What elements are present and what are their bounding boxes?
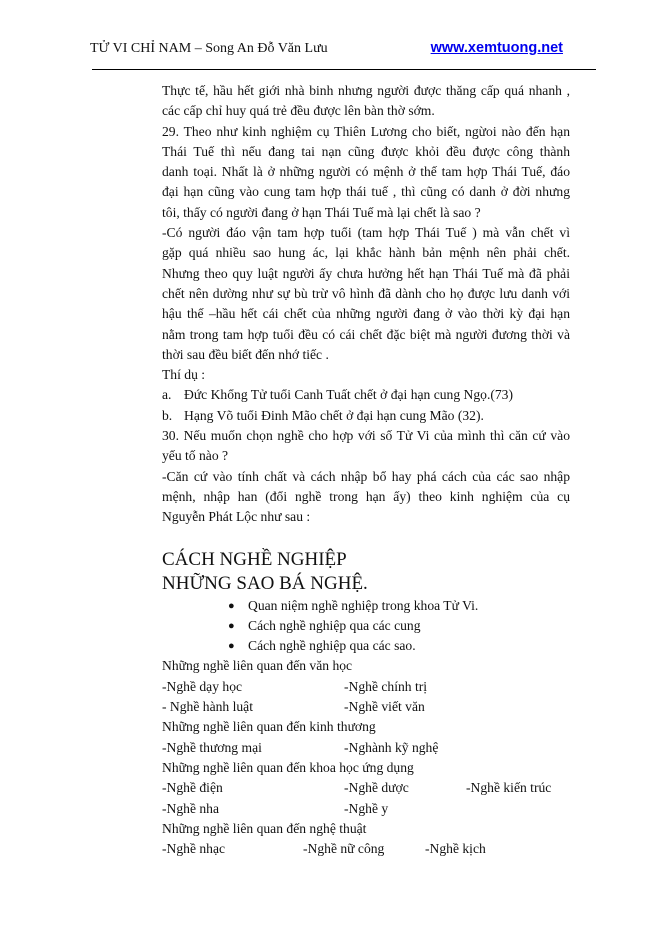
bullet-text: Cách nghề nghiệp qua các sao. [248,638,416,654]
profession-row [162,839,570,859]
bullet-item [162,616,570,636]
section-heading: CÁCH NGHỀ NGHIỆP [162,548,347,570]
text-line: nằm trong tam hợp tuổi đều có cái chết đặc biệt mà người đương thời và [162,326,570,342]
text-line: -Có người đáo vận tam hợp tuổi (tam hợp Thái Tuế ) mà vẫn chết vì [162,225,570,241]
profession-item: -Nghề nữ công [303,841,385,857]
example-item [162,406,570,426]
group-title: Những nghề liên quan đến khoa học ứng dụng [162,759,414,775]
text-line: Thái Tuế thì nếu đang tai nạn cũng được khỏi đều được công thành [162,143,570,159]
bullet-item [162,596,570,616]
text-line: các cấp chỉ huy quá trẻ đều được lên bàn thờ sớm. [162,103,435,119]
group-title: Những nghề liên quan đến văn học [162,658,353,674]
profession-item: -Nghề thương mại [162,739,262,755]
profession-row [162,799,570,819]
text-line: Thực tế, hầu hết giới nhà binh nhưng người được thăng cấp quá nhanh , [162,83,570,98]
text-line: thời sau đều biết đến nhớ tiếc . [162,346,329,362]
bullet-icon: ● [228,599,235,612]
profession-groups [162,656,570,859]
q29-paragraph [162,122,570,223]
profession-row [162,778,570,798]
a30-paragraph [162,467,570,528]
profession-item: -Nghề viết văn [344,699,425,715]
list-marker: a. [162,387,172,403]
profession-item: -Nghề nhạc [162,841,226,857]
bullet-icon: ● [228,619,235,632]
text-line: danh toại. Nhất là ở những người có mệnh ở thế tam hợp Thái Tuế, đáo [162,164,570,180]
profession-row [162,738,570,758]
profession-item: -Nghề kiến trúc [466,780,552,796]
profession-item: -Nghề điện [162,780,223,796]
bullet-icon: ● [228,640,235,653]
text-line: 29. Theo như kinh nghiệm cụ Thiên Lương cho biết, ngừoi nào đến hạn [162,123,570,139]
text-line: yếu tố nào ? [162,448,229,464]
text-line: chết nên dường như sự bù trừ vô hình đã dành cho họ được lưu danh với [162,285,570,301]
examples-label: Thí dụ : [162,367,206,383]
a29-paragraph [162,223,570,365]
text-line: Nguyễn Phát Lộc như sau : [162,509,311,525]
section-subheading: NHỮNG SAO BÁ NGHỆ. [162,572,368,594]
example-text: Hạng Võ tuổi Đinh Mão chết ở đại hạn cung Mão (32). [184,407,484,423]
profession-row [162,677,570,697]
bullet-text: Quan niệm nghề nghiệp trong khoa Tử Vi. [248,597,479,613]
profession-item: -Nghề chính trị [344,678,428,694]
text-line: gặp quá nhiều sao hung ác, lại khắc hành bản mệnh nên phải chết. [162,245,570,261]
text-line: mệnh, nhập han (đổi nghề trong hạn ấy) theo kinh nghiệm của cụ [162,488,570,504]
profession-item: -Nghành kỹ nghệ [344,739,439,755]
group-title: Những nghề liên quan đến nghệ thuật [162,820,367,836]
profession-item: -Nghề dược [344,780,409,796]
intro-paragraph [162,81,570,122]
text-line: đại hạn cũng vào cung tam hợp thái tuế , thì cũng có danh ở đời nhưng [162,184,570,200]
example-text: Đức Khổng Tử tuổi Canh Tuất chết ở đại hạn cung Ngọ.(73) [184,387,514,403]
bullet-text: Cách nghề nghiệp qua các cung [248,617,421,633]
text-line: tôi, thấy có người đang ở hạn Thái Tuế mà lại chết là sao ? [162,204,481,220]
website-link[interactable]: www.xemtuong.net [430,40,563,56]
text-line: hậu thế –hầu hết cái chết của những người đang ở vào thời kỳ đại hạn [162,306,570,322]
profession-row [162,697,570,717]
text-line: -Căn cứ vào tính chất và cách nhập bổ hay phá cách của các sao nhập [162,468,570,484]
profession-item: -Nghề dạy học [162,678,243,694]
document-body [162,81,570,859]
header-title: TỬ VI CHỈ NAM – Song An Đỗ Văn Lưu [90,41,328,56]
text-line: Nhưng theo quy luật người ấy chưa hưởng hết hạn Thái Tuế mà đã phải [162,265,570,281]
profession-item: -Nghề y [344,800,389,816]
profession-item: - Nghề hành luật [162,699,253,715]
list-marker: b. [162,407,173,423]
examples-list [162,385,570,426]
profession-item: -Nghề nha [162,800,219,816]
header-divider [92,69,596,70]
bullet-item [162,636,570,656]
text-line: 30. Nếu muốn chọn nghề cho hợp với số Tử Vi của mình thì căn cứ vào [162,428,570,444]
example-item [162,385,570,405]
bullet-list [162,596,570,657]
group-title: Những nghề liên quan đến kinh thương [162,719,376,735]
profession-item: -Nghề kịch [425,841,486,857]
q30-paragraph [162,426,570,467]
